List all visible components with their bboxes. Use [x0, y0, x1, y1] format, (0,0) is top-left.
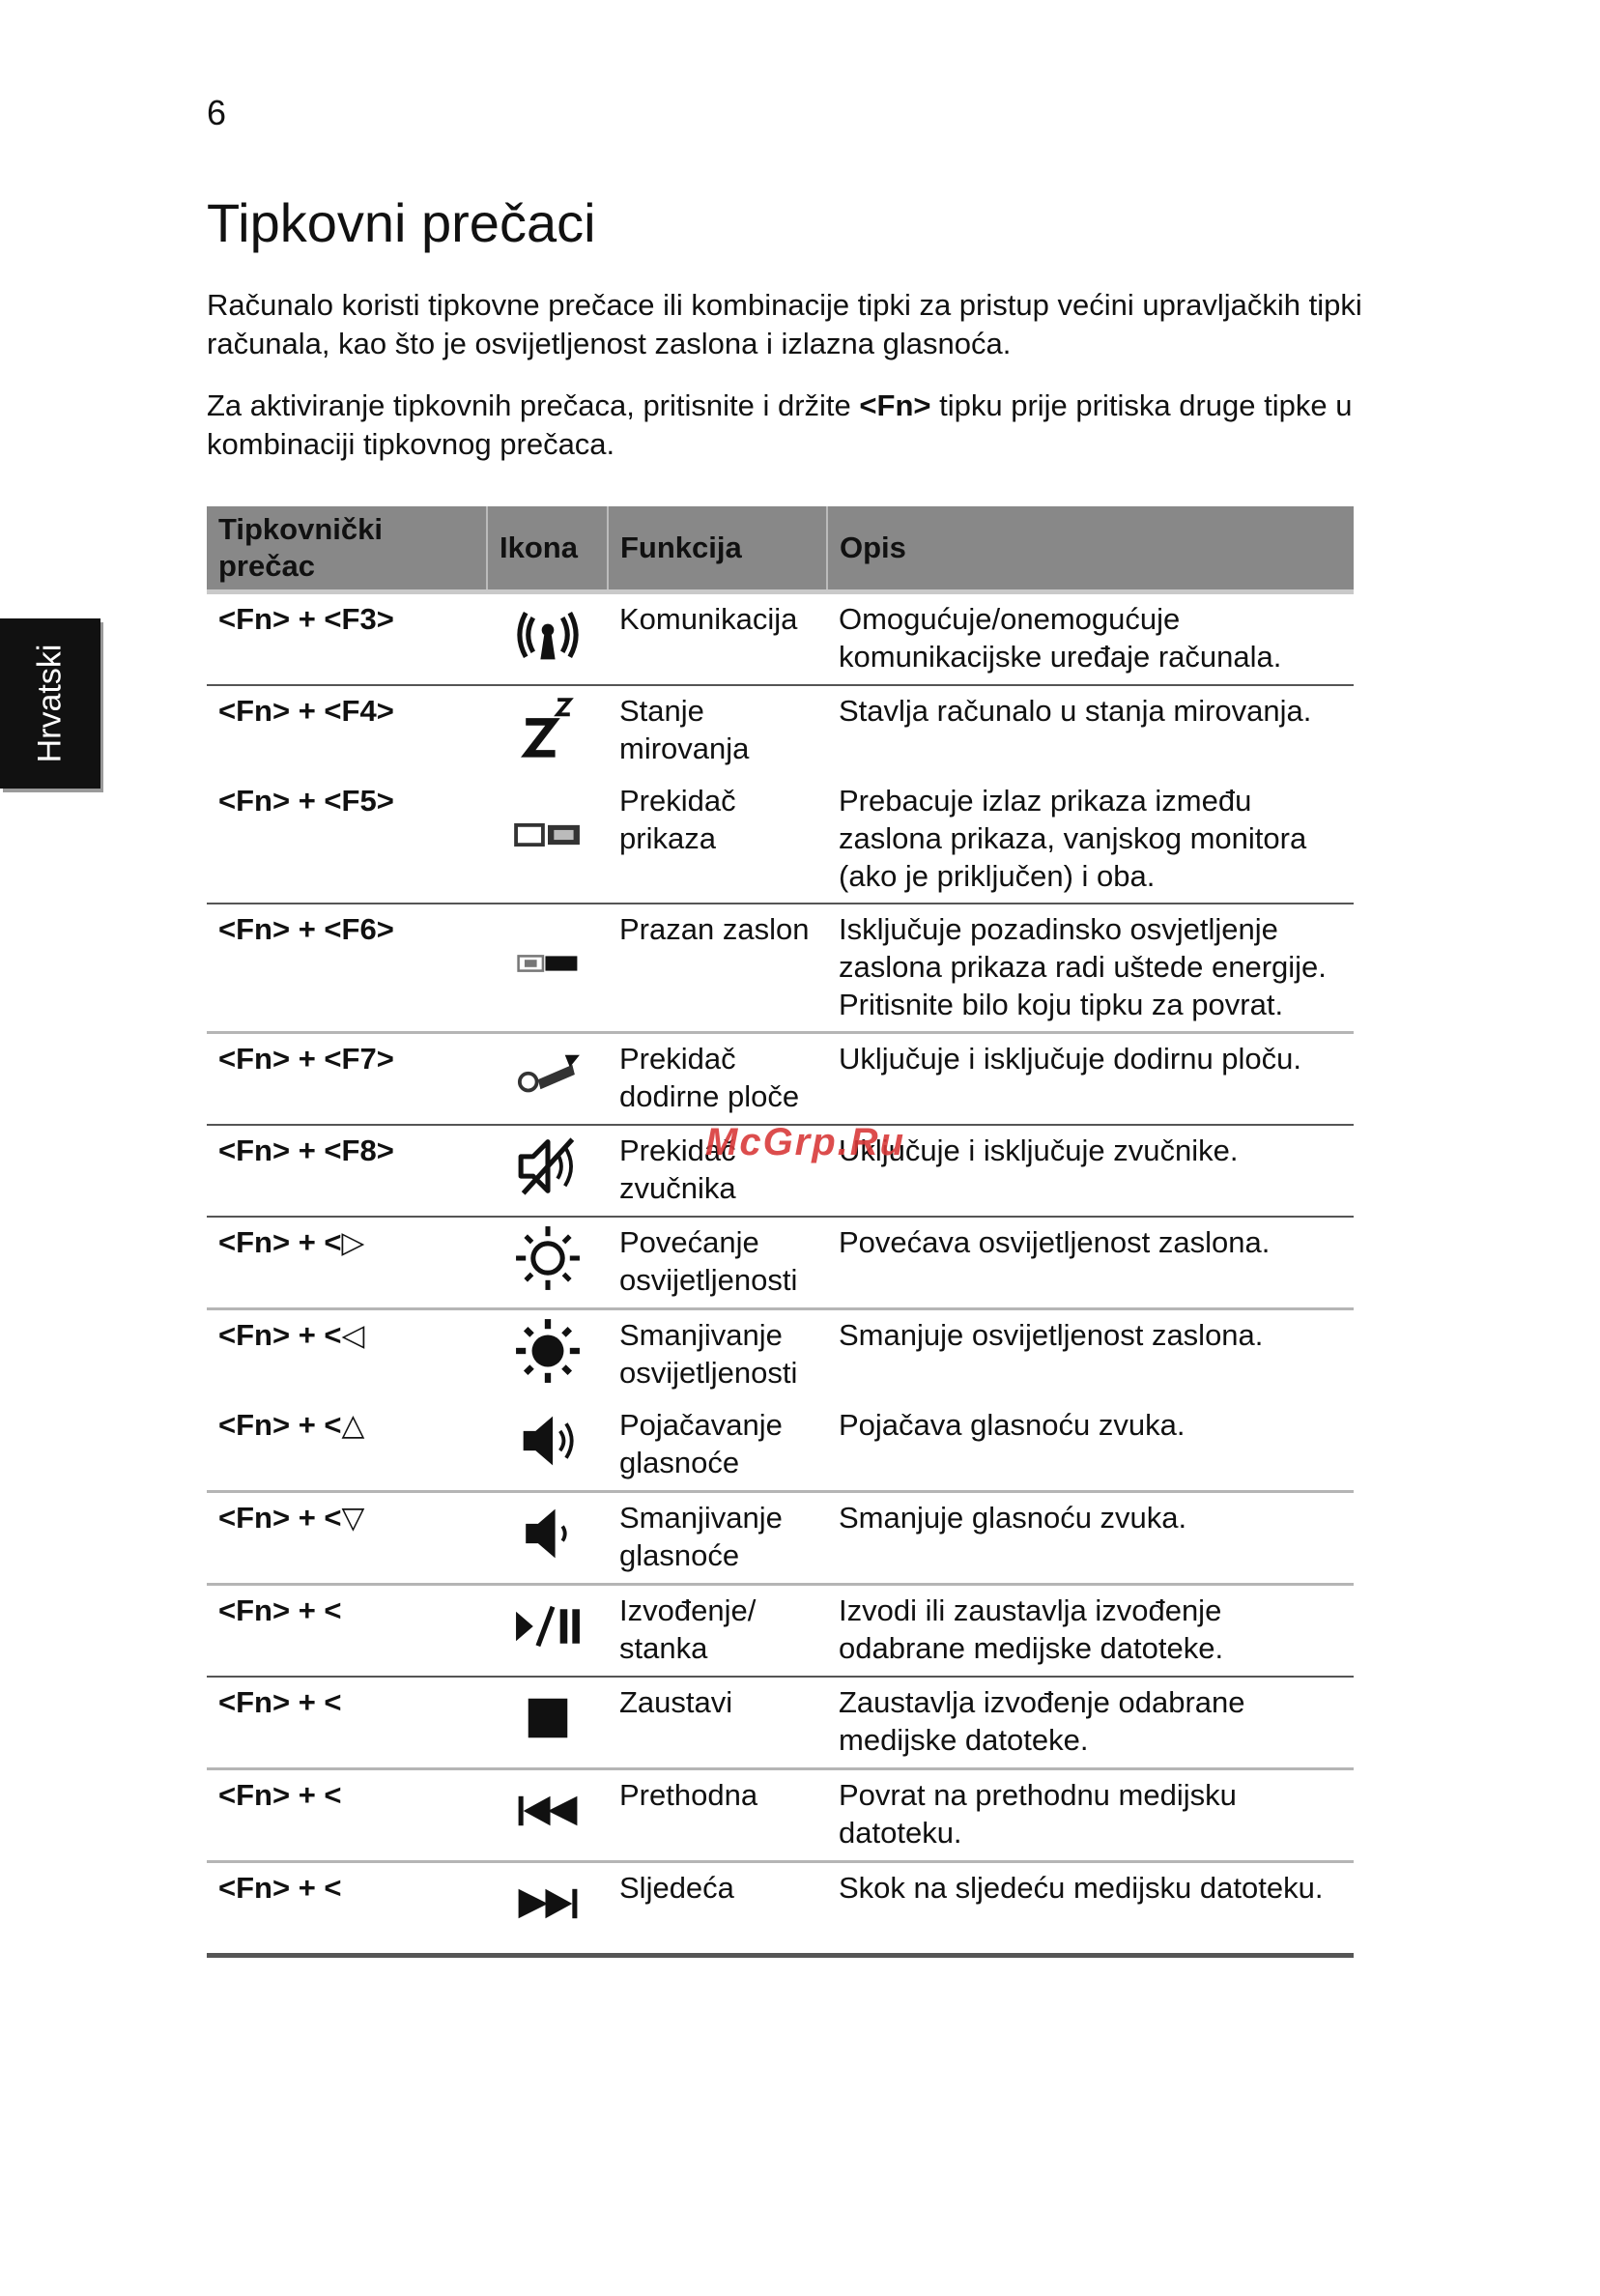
function-name: Prekidač zvučnika	[608, 1125, 827, 1217]
function-name: Povećanje osvijetljenosti	[608, 1217, 827, 1309]
table-row	[207, 592, 1354, 686]
shortcuts-table	[207, 506, 1354, 1958]
volume-down-icon	[511, 1497, 585, 1570]
function-description: Stavlja računalo u stanja mirovanja.	[839, 694, 1312, 728]
intro-text-a: Za aktiviranje tipkovnih prečaca, pritisnite i držite	[207, 388, 860, 422]
table-row	[207, 1400, 1354, 1492]
next-track-icon	[511, 1867, 585, 1940]
header-shortcut: Tipkovnički prečac	[207, 506, 487, 592]
function-description: Zaustavlja izvođenje odabrane medijske datoteke.	[827, 1677, 1354, 1769]
function-description: Izvodi ili zaustavlja izvođenje odabrane medijske datoteke.	[827, 1585, 1354, 1678]
stop-icon	[511, 1681, 585, 1755]
table-row	[207, 1862, 1354, 1956]
page-title: Tipkovni prečaci	[207, 192, 596, 253]
shortcut-key: <Fn> + <◁	[218, 1318, 365, 1352]
shortcut-key: <Fn> + <F6>	[207, 904, 487, 1033]
intro-paragraph-1: Računalo koristi tipkovne prečace ili kombinacije tipki za pristup većini upravljačkih tipki računala, kao što je osvijetljenost zaslona i izlazna glasnoća.	[207, 288, 1362, 360]
function-name: Izvođenje/ stanka	[608, 1585, 827, 1678]
function-description: Omogućuje/onemogućuje komunikacijske uređaje računala.	[827, 592, 1354, 686]
fn-key-label: <Fn>	[859, 388, 931, 422]
function-description: Uključuje i isključuje dodirnu ploču.	[827, 1033, 1354, 1126]
function-description: Uključuje i isključuje zvučnike.	[827, 1125, 1354, 1217]
wireless-icon	[511, 598, 585, 672]
brightness-down-icon	[511, 1314, 585, 1388]
intro-text-b: tipku prije pritiska druge tipke u kombinaciji tipkovnog prečaca.	[207, 388, 1353, 461]
function-description: Pojačava glasnoću zvuka.	[827, 1400, 1354, 1492]
table-header-row	[207, 506, 1354, 592]
shortcut-key: <Fn> + <F7>	[207, 1033, 487, 1126]
table-row	[207, 1769, 1354, 1862]
blank-screen-icon	[511, 927, 585, 1000]
table-row	[207, 904, 1354, 1033]
header-description: Opis	[827, 506, 1354, 592]
shortcut-key: <Fn> + <	[207, 1862, 487, 1956]
watermark: McGrp.Ru	[705, 1121, 906, 1163]
function-name: Smanjivanje glasnoće	[608, 1492, 827, 1585]
volume-up-icon	[511, 1404, 585, 1478]
function-description: Povrat na prethodnu medijsku datoteku.	[827, 1769, 1354, 1862]
function-name: Prazan zaslon	[608, 904, 827, 1033]
play-pause-icon	[511, 1590, 585, 1663]
brightness-up-icon	[511, 1221, 585, 1295]
shortcut-key: <Fn> + <▽	[207, 1492, 487, 1585]
intro-paragraph-2	[207, 387, 1366, 464]
table-row	[207, 1033, 1354, 1126]
header-function: Funkcija	[608, 506, 827, 592]
function-description: Skok na sljedeću medijsku datoteku.	[827, 1862, 1354, 1956]
page-number: 6	[207, 93, 227, 132]
function-description: Prebacuje izlaz prikaza između zaslona prikaza, vanjskog monitora (ako je priključen) i oba.	[827, 776, 1354, 904]
shortcut-key: <Fn> + <▷	[207, 1217, 487, 1309]
function-description: Smanjuje osvijetljenost zaslona.	[839, 1318, 1264, 1352]
function-description: Isključuje pozadinsko osvjetljenje zaslona prikaza radi uštede energije. Pritisnite bilo koju tipku za povrat.	[827, 904, 1354, 1033]
shortcut-key: <Fn> + <	[207, 1585, 487, 1678]
function-name: Sljedeća	[608, 1862, 827, 1956]
table-row	[207, 776, 1354, 904]
language-side-tab-label: Hrvatski	[31, 644, 69, 763]
shortcut-key: <Fn> + <F8>	[207, 1125, 487, 1217]
table-row	[207, 1492, 1354, 1585]
function-name: Smanjivanje osvijetljenosti	[619, 1318, 798, 1390]
function-description: Povećava osvijetljenost zaslona.	[827, 1217, 1354, 1309]
function-name: Prekidač dodirne ploče	[608, 1033, 827, 1126]
shortcut-key: <Fn> + <△	[207, 1400, 487, 1492]
sleep-icon	[511, 690, 585, 763]
table-row	[207, 1309, 1354, 1401]
shortcut-key: <Fn> + <F3>	[207, 592, 487, 686]
function-name: Stanje mirovanja	[619, 694, 750, 765]
shortcut-key: <Fn> + <	[207, 1769, 487, 1862]
table-row	[207, 1217, 1354, 1309]
function-name: Prethodna	[608, 1769, 827, 1862]
shortcut-key: <Fn> + <	[207, 1677, 487, 1769]
language-side-tab	[0, 618, 100, 789]
table-row	[207, 1677, 1354, 1769]
previous-track-icon	[511, 1774, 585, 1848]
speaker-mute-icon	[511, 1130, 585, 1203]
function-description: Smanjuje glasnoću zvuka.	[827, 1492, 1354, 1585]
table-row	[207, 685, 1354, 776]
function-name: Komunikacija	[608, 592, 827, 686]
function-name: Zaustavi	[608, 1677, 827, 1769]
shortcut-key: <Fn> + <F4>	[218, 694, 394, 728]
function-name: Prekidač prikaza	[608, 776, 827, 904]
touchpad-toggle-icon	[511, 1038, 585, 1111]
display-switch-icon	[511, 798, 585, 872]
header-icon: Ikona	[487, 506, 608, 592]
shortcut-key: <Fn> + <F5>	[207, 776, 487, 904]
function-name: Pojačavanje glasnoće	[608, 1400, 827, 1492]
table-row	[207, 1585, 1354, 1678]
